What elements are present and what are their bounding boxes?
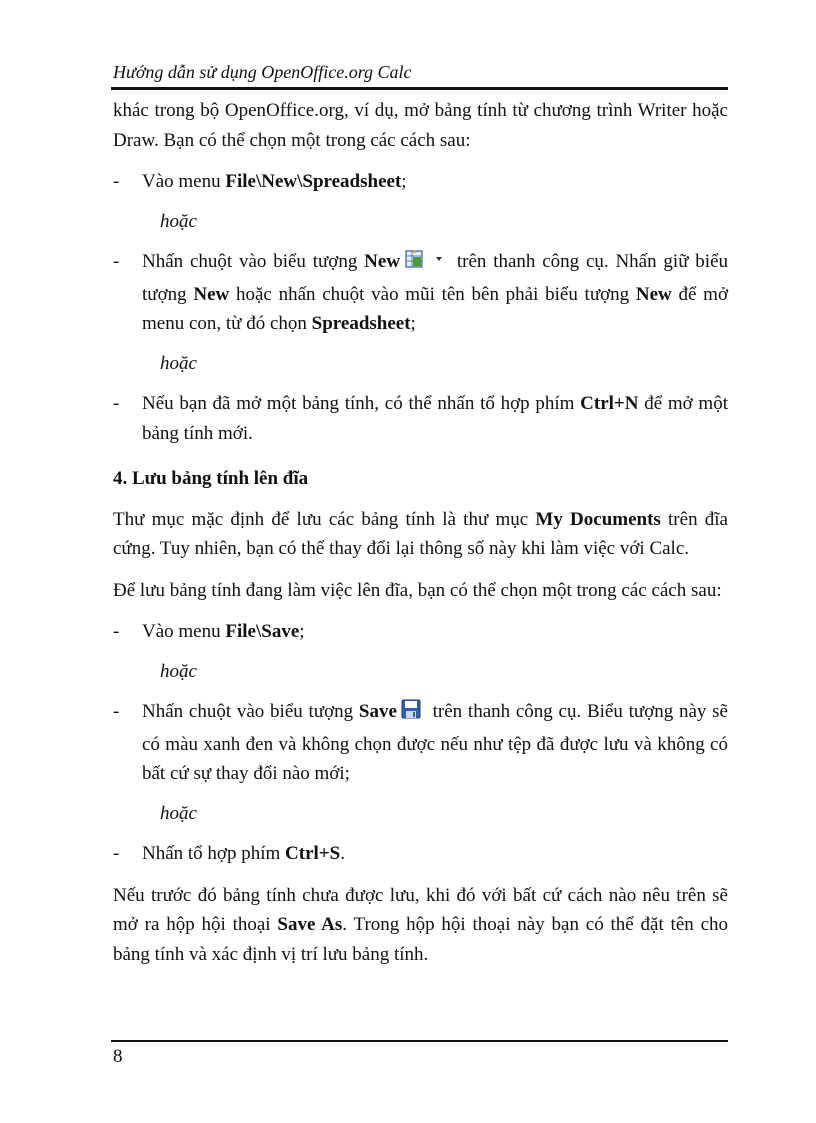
paragraph-save-as: Nếu trước đó bảng tính chưa được lưu, khi đó với bất cứ cách nào nêu trên sẽ mở ra hộp hội thoại Save As. Trong hộp hội thoại này bạn có thể đặt tên cho bảng tính và xác định vị trí lưu bảng tính. bbox=[113, 884, 729, 965]
or-label: hoặc bbox=[160, 802, 197, 824]
save-icon bbox=[400, 698, 424, 730]
list-dash: - bbox=[113, 701, 120, 722]
shortcut-ctrl-s: Ctrl+S bbox=[285, 843, 341, 864]
menu-path-new: File\New\Spreadsheet bbox=[225, 171, 402, 192]
section-heading: 4. Lưu bảng tính lên đĩa bbox=[113, 468, 309, 489]
list-item-save-icon: - Nhấn chuột vào biểu tượng Save trên thanh công cụ. Biểu tượng này sẽ có màu xanh đen và không chọn được nếu như tệp đã được lưu và không có bất cứ sự thay đổi nào mới; bbox=[113, 697, 728, 789]
list-item-ctrl-s: - Nhấn tổ hợp phím Ctrl+S. bbox=[113, 839, 728, 869]
intro-paragraph: khác trong bộ OpenOffice.org, ví dụ, mở bảng tính từ chương trình Writer hoặc Draw. Bạn có thể chọn một trong các cách sau: bbox=[113, 100, 728, 151]
list-item-save-menu: - Vào menu File\Save; bbox=[113, 617, 728, 647]
or-label: hoặc bbox=[160, 660, 197, 682]
list-dash: - bbox=[113, 621, 120, 642]
new-spreadsheet-icon bbox=[403, 248, 447, 280]
running-header: Hướng dẫn sử dụng OpenOffice.org Calc bbox=[113, 62, 412, 82]
list-dash: - bbox=[113, 171, 120, 192]
list-item-ctrl-n: - Nếu bạn đã mở một bảng tính, có thể nhấn tổ hợp phím Ctrl+N để mở một bảng tính mới. bbox=[113, 389, 728, 448]
menu-path-save: File\Save bbox=[225, 621, 300, 642]
list-item-new-menu: - Vào menu File\New\Spreadsheet; bbox=[113, 167, 728, 197]
paragraph-save-intro: Để lưu bảng tính đang làm việc lên đĩa, bạn có thể chọn một trong các cách sau: bbox=[113, 579, 722, 601]
page-body bbox=[113, 96, 728, 981]
list-dash: - bbox=[113, 393, 120, 414]
header-rule bbox=[111, 87, 728, 90]
shortcut-ctrl-n: Ctrl+N bbox=[580, 393, 639, 414]
or-label: hoặc bbox=[160, 210, 197, 232]
list-item-new-icon: - Nhấn chuột vào biểu tượng New trên thanh công cụ. Nhấn giữ biểu tượng New hoặc nhấn chuột vào mũi tên bên phải biểu tượng New để mở menu con, từ đó chọn Spreadsheet; bbox=[113, 247, 728, 339]
paragraph-default-folder: Thư mục mặc định để lưu các bảng tính là thư mục My Documents trên đĩa cứng. Tuy nhiên, bạn có thể thay đổi lại thông số này khi làm việc với Calc. bbox=[113, 508, 728, 559]
list-dash: - bbox=[113, 251, 120, 272]
footer-rule bbox=[111, 1040, 728, 1042]
page-number: 8 bbox=[113, 1046, 123, 1067]
or-label: hoặc bbox=[160, 352, 197, 374]
list-dash: - bbox=[113, 843, 120, 864]
